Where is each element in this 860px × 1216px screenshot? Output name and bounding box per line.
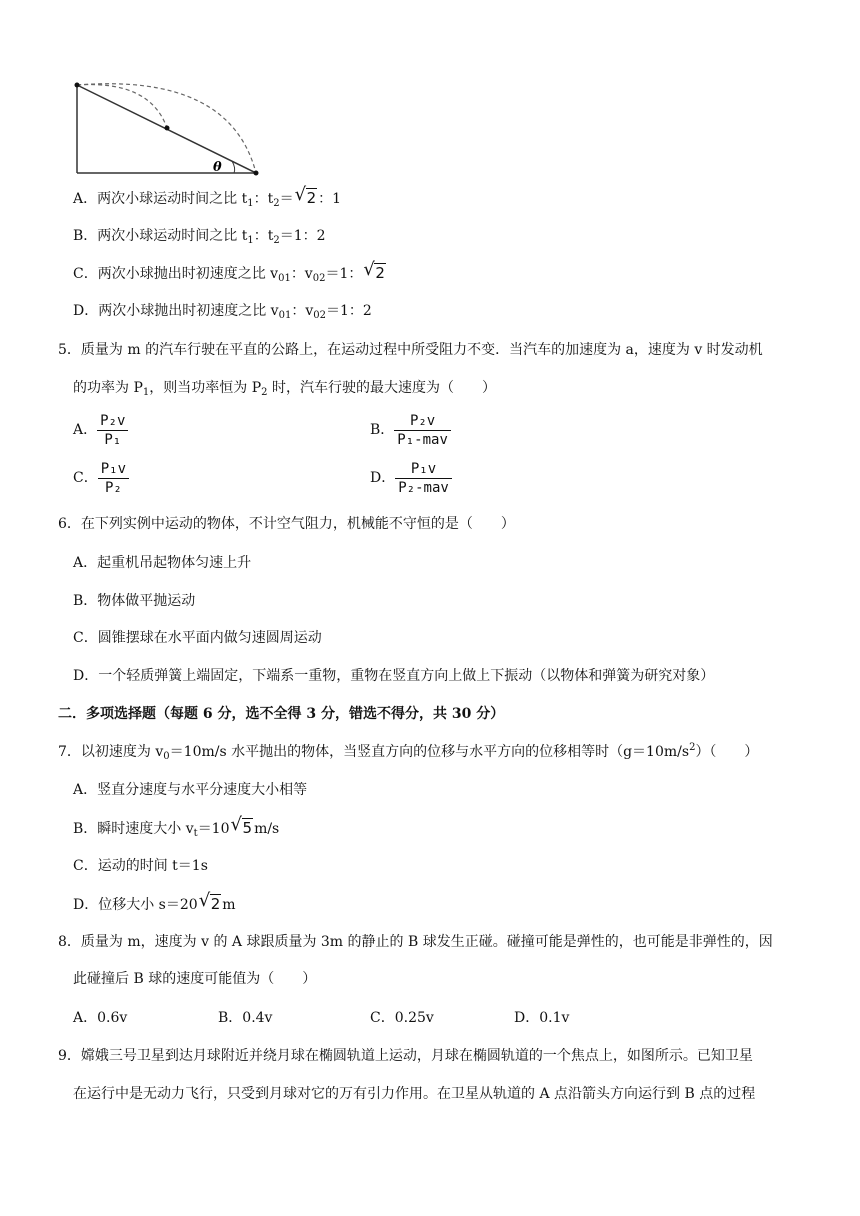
q9-stem-line2: 在运行中是无动力飞行，只受到月球对它的万有引力作用。在卫星从轨道的 A 点沿箭头方向运行到 B 点的过程 xyxy=(73,1086,756,1102)
q4-option-c-letter: C． xyxy=(73,266,98,282)
q4-option-d-text-mid: ：v xyxy=(291,303,314,319)
q5-stem-text-post: 时，汽车行驶的最大速度为（ ） xyxy=(267,380,496,396)
sub-text: 0 xyxy=(163,751,170,762)
q8-option-c[interactable]: C．0.25v xyxy=(370,1010,434,1026)
launch-point xyxy=(75,83,80,88)
q9-stem-line1: 9．嫦娥三号卫星到达月球附近并绕月球在椭圆轨道上运动，月球在椭圆轨道的一个焦点上，如图所示。已知卫星 xyxy=(58,1048,753,1064)
q5-stem-text: 的功率为 P xyxy=(73,380,143,396)
q7-option-d-text: D．位移大小 s＝20 xyxy=(73,897,198,913)
sqrt-expression xyxy=(363,259,386,284)
sqrt-expression xyxy=(198,890,222,915)
q4-option-a-eq: ＝ xyxy=(279,191,294,207)
sub-text: 1 xyxy=(247,235,254,246)
sub-text: 2 xyxy=(273,235,280,246)
q7-stem-text: 7．以初速度为 v xyxy=(58,744,164,760)
numerator: P₂v xyxy=(100,412,126,429)
sub-text: 1 xyxy=(142,387,150,398)
radical-sign: √ xyxy=(294,184,307,205)
q6-option-c[interactable]: C．圆锥摆球在水平面内做匀速圆周运动 xyxy=(73,630,322,646)
q4-option-b[interactable] xyxy=(73,226,326,246)
q4-option-c-eq: ＝1： xyxy=(325,266,363,282)
q4-option-b-post: ＝1：2 xyxy=(279,228,326,244)
q4-option-d[interactable] xyxy=(73,301,372,321)
q8-option-d[interactable]: D．0.1v xyxy=(514,1010,570,1026)
q7-option-b-text: B．瞬时速度大小 v xyxy=(73,821,194,837)
radical-sign: √ xyxy=(363,259,375,280)
q6-stem: 6．在下列实例中运动的物体，不计空气阻力，机械能不守恒的是（ ） xyxy=(58,516,515,532)
fraction xyxy=(394,412,451,449)
fraction xyxy=(395,460,452,497)
radicand: 5 xyxy=(242,819,253,837)
q8-option-b[interactable]: B．0.4v xyxy=(218,1010,273,1026)
sub-text: 01 xyxy=(278,310,292,321)
q4-option-a-text-mid: ：t xyxy=(253,191,274,207)
q4-option-a-post: ：1 xyxy=(318,191,342,207)
q4-option-a-text: 两次小球运动时间之比 t xyxy=(97,191,248,207)
sub-text: 1 xyxy=(247,198,254,209)
q4-option-c[interactable] xyxy=(73,259,387,284)
denominator: P₁-mav xyxy=(394,430,451,449)
q5-stem-line1: 5．质量为 m 的汽车行驶在平直的公路上，在运动过程中所受阻力不变．当汽车的加速度为 a，速度为 v 时发动机 xyxy=(58,342,763,358)
q5-option-b[interactable] xyxy=(370,410,451,450)
q5-stem-line2 xyxy=(73,378,496,398)
sqrt-expression xyxy=(294,184,318,209)
numerator: P₂v xyxy=(409,412,436,429)
radical-sign: √ xyxy=(198,890,211,911)
q7-stem xyxy=(58,742,758,762)
q4-option-c-text: 两次小球抛出时初速度之比 v xyxy=(97,266,279,282)
q6-option-b[interactable]: B．物体做平抛运动 xyxy=(73,593,196,609)
sub-text: 01 xyxy=(278,273,291,284)
q4-option-b-letter: B． xyxy=(73,228,98,244)
q5-stem-text-mid: ，则当功率恒为 P xyxy=(149,380,262,396)
q4-option-c-text-mid: ：v xyxy=(290,266,313,282)
q6-option-a[interactable]: A．起重机吊起物体匀速上升 xyxy=(73,555,252,571)
q5-option-d-letter: D． xyxy=(370,470,396,486)
q8-option-a[interactable]: A．0.6v xyxy=(73,1010,128,1026)
q7-option-d-post: m xyxy=(222,897,236,913)
q7-option-b-eq: ＝10 xyxy=(197,821,230,837)
sub-text: 2 xyxy=(261,387,268,398)
sub-text: 02 xyxy=(312,273,326,284)
denominator: P₁ xyxy=(97,430,128,449)
radical-sign: √ xyxy=(230,814,242,835)
sub-text: 02 xyxy=(313,310,326,321)
q7-option-b[interactable] xyxy=(73,814,280,839)
numerator: P₁v xyxy=(100,460,127,477)
q4-option-a[interactable] xyxy=(73,184,342,209)
q7-stem-text-mid: ＝10m/s 水平抛出的物体，当竖直方向的位移与水平方向的位移相等时（g＝10m/s xyxy=(169,744,690,760)
fraction xyxy=(98,460,129,497)
q5-option-a-letter: A． xyxy=(73,422,98,438)
landing-point-2 xyxy=(254,171,259,176)
q6-option-d[interactable]: D．一个轻质弹簧上端固定，下端系一重物，重物在竖直方向上做上下振动（以物体和弹簧为研究对象） xyxy=(73,668,715,684)
incline-projectile-figure xyxy=(70,78,270,178)
numerator: P₁v xyxy=(410,460,437,477)
q5-option-c-letter: C． xyxy=(73,470,98,486)
q7-option-d[interactable] xyxy=(73,890,236,915)
q8-stem-line1: 8．质量为 m，速度为 v 的 A 球跟质量为 3m 的静止的 B 球发生正碰。碰撞可能是弹性的，也可能是非弹性的，因 xyxy=(58,934,773,950)
q5-option-a[interactable] xyxy=(73,410,128,450)
q5-option-b-letter: B． xyxy=(370,422,395,438)
q5-option-d[interactable] xyxy=(370,458,452,498)
angle-label: θ xyxy=(213,160,222,175)
sup-text: 2 xyxy=(689,742,696,753)
q4-option-a-letter: A． xyxy=(73,191,98,207)
radicand: 2 xyxy=(306,189,317,207)
q7-option-a[interactable]: A．竖直分速度与水平分速度大小相等 xyxy=(73,782,308,798)
q7-option-b-post: m/s xyxy=(254,821,280,837)
q8-stem-line2: 此碰撞后 B 球的速度可能值为（ ） xyxy=(73,971,317,987)
denominator: P₂ xyxy=(98,478,129,497)
q7-option-c[interactable]: C．运动的时间 t＝1s xyxy=(73,858,208,874)
q4-option-d-text: 两次小球抛出时初速度之比 v xyxy=(98,303,279,319)
fraction xyxy=(97,412,128,449)
landing-point-1 xyxy=(165,126,170,131)
sqrt-expression xyxy=(230,814,254,839)
q7-stem-text-post: ）（ ） xyxy=(695,744,759,760)
q4-option-b-text-mid: ：t xyxy=(253,228,274,244)
sub-text: 2 xyxy=(273,198,280,209)
denominator: P₂-mav xyxy=(395,478,452,497)
q5-option-c[interactable] xyxy=(73,458,129,498)
q4-option-b-text: 两次小球运动时间之比 t xyxy=(97,228,248,244)
radicand: 2 xyxy=(210,895,221,913)
q4-option-d-letter: D． xyxy=(73,303,99,319)
section2-heading: 二．多项选择题（每题 6 分，选不全得 3 分，错选不得分，共 30 分） xyxy=(58,706,505,722)
radicand: 2 xyxy=(375,264,385,282)
q4-option-d-post: ＝1：2 xyxy=(325,303,372,319)
sub-text: t xyxy=(193,828,198,839)
